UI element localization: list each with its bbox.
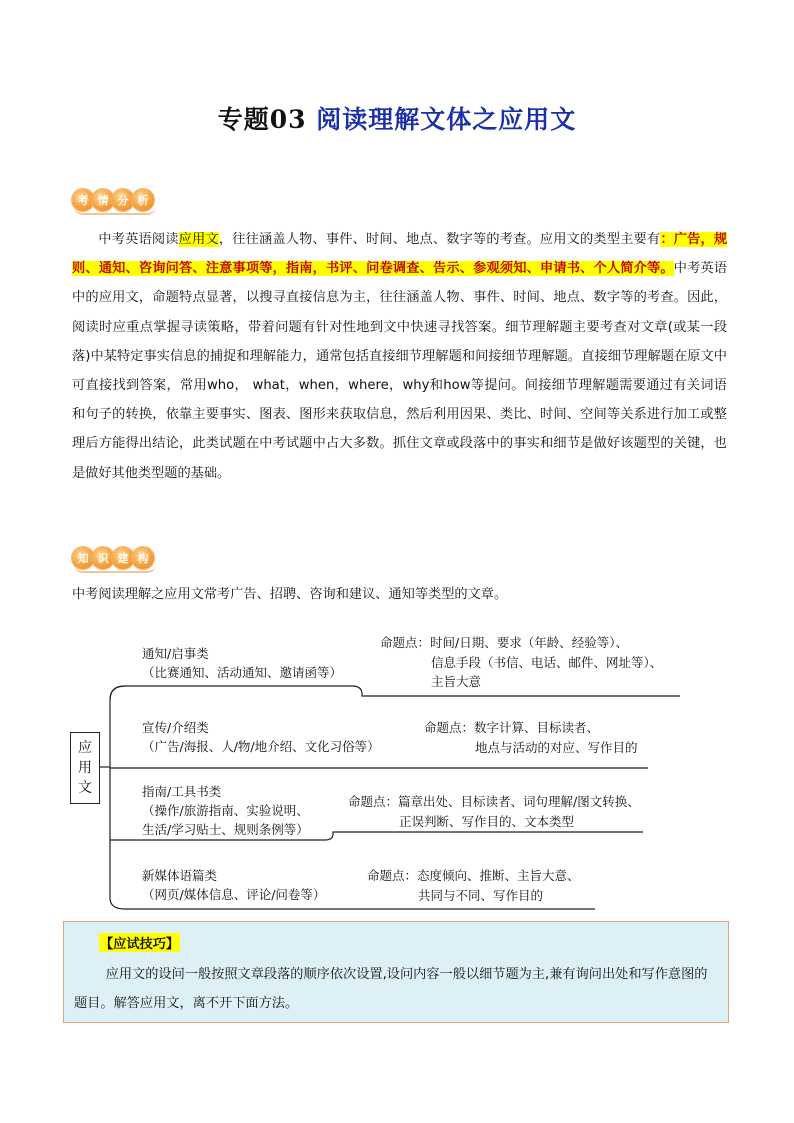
title-prefix: 专题03 bbox=[217, 105, 307, 134]
point-line: 地点与活动的对应、写作目的 bbox=[475, 739, 638, 755]
badge-char: 分 bbox=[112, 189, 134, 211]
tips-body bbox=[74, 960, 719, 1018]
section-badge-knowledge bbox=[72, 545, 152, 571]
badge-char: 考 bbox=[72, 189, 94, 211]
highlight-types: ：广告，规则、通知、咨询问答、注意事项等，指南，书评、问卷调查、告示、参观须知、申请书、个人简介等。 bbox=[72, 232, 728, 277]
mind-map bbox=[70, 628, 710, 918]
points-label: 命题点： bbox=[380, 635, 431, 650]
badge-char: 知 bbox=[72, 547, 94, 569]
badge-char: 情 bbox=[92, 189, 114, 211]
branch-sub: （操作/旅游指南、实验说明、 bbox=[142, 803, 309, 818]
points-guide bbox=[348, 792, 640, 831]
branch-sub: （网页/媒体信息、评论/问卷等） bbox=[142, 887, 326, 902]
section-badge-analysis bbox=[72, 187, 152, 213]
badge-char: 构 bbox=[132, 547, 154, 569]
points-newmedia bbox=[367, 866, 580, 905]
points-promo bbox=[424, 718, 638, 757]
root-char: 用 bbox=[78, 760, 92, 776]
root-char: 应 bbox=[78, 740, 92, 756]
root-node bbox=[70, 732, 100, 804]
branch-title: 指南/工具书类 bbox=[142, 784, 222, 799]
point-line: 主旨大意 bbox=[431, 674, 482, 689]
branch-sub: （比赛通知、活动通知、邀请函等） bbox=[142, 665, 343, 680]
branch-newmedia bbox=[142, 866, 325, 904]
branch-notice bbox=[142, 644, 342, 682]
title-main: 阅读理解文体之应用文 bbox=[316, 105, 577, 134]
point-line: 态度倾向、推断、主旨大意、 bbox=[417, 868, 580, 883]
page-title bbox=[0, 100, 794, 136]
badge-char: 识 bbox=[92, 547, 114, 569]
branch-title: 通知/启事类 bbox=[142, 646, 209, 661]
point-line: 共同与不同、写作目的 bbox=[418, 887, 544, 903]
point-line: 篇章出处、目标读者、词句理解/图文转换、 bbox=[398, 794, 640, 809]
branch-sub: （广告/海报、人/物/地介绍、文化习俗等） bbox=[142, 739, 380, 754]
tips-box bbox=[63, 921, 729, 1023]
points-label: 命题点： bbox=[424, 720, 475, 735]
analysis-paragraph bbox=[72, 225, 727, 488]
highlight-term: 应用文 bbox=[178, 232, 219, 247]
knowledge-intro: 中考阅读理解之应用文常考广告、招聘、咨询和建议、通知等类型的文章。 bbox=[72, 587, 508, 602]
points-label: 命题点： bbox=[348, 794, 399, 809]
badge-char: 析 bbox=[132, 189, 154, 211]
point-line: 时间/日期、要求（年龄、经验等）、 bbox=[430, 635, 628, 650]
tips-heading: 【应试技巧】 bbox=[99, 933, 180, 952]
tips-text: 应用文的设问一般按照文章段落的顺序依次设置,设问内容一般以细节题为主,兼有询问出处和写作意图的题目。解答应用文，离不开下面方法。 bbox=[74, 967, 708, 1011]
points-label: 命题点： bbox=[367, 868, 418, 883]
point-line: 数字计算、目标读者、 bbox=[474, 720, 600, 735]
branch-guide bbox=[142, 782, 309, 839]
para-text: ，往往涵盖人物、事件、时间、地点、数字等的考查。应用文的类型主要有 bbox=[218, 232, 661, 247]
root-char: 文 bbox=[78, 780, 92, 796]
point-line: 信息手段（书信、电话、邮件、网址等）、 bbox=[431, 654, 663, 670]
branch-title: 新媒体语篇类 bbox=[142, 868, 218, 883]
para-text: 中考英语中的应用文，命题特点显著，以搜寻直接信息为主，往往涵盖人物、事件、时间、地点、数字等的考查。因此，阅读时应重点掌握寻读策略，带着问题有针对性地到文中快速寻找答案。细节理解题主要考查对文章(或某一段落)中某特定事实信息的捕捉和理解能力，通常包括直接细节理解题和间接细节理解题。直接细节理解题在原文中可直接找到答案，常用who， what，when，where，why和how等提问。间接细节理解题需要通过有关词语和句子的转换，依靠主要事实、图表、图形来获取信息，然后利用因果、类比、时间、空间等关系进行加工或整理后方能得出结论，此类试题在中考试题中占大多数。抓住文章或段落中的事实和细节是做好该题型的关键，也是做好其他类型题的基础。 bbox=[72, 261, 728, 481]
badge-char: 建 bbox=[112, 547, 134, 569]
branch-sub: 生活/学习贴士、规则条例等） bbox=[142, 822, 309, 837]
branch-promo bbox=[142, 718, 380, 756]
para-text: 中考英语阅读 bbox=[98, 232, 179, 247]
point-line: 正误判断、写作目的、文本类型 bbox=[399, 813, 575, 829]
branch-title: 宣传/介绍类 bbox=[142, 720, 209, 735]
points-notice bbox=[380, 633, 662, 692]
